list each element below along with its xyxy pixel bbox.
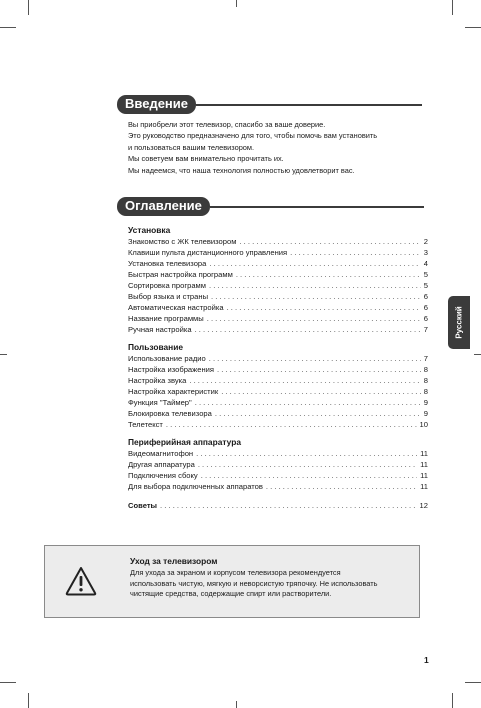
toc-entry-label: Видеомагнитофон (128, 449, 194, 458)
intro-text (128, 119, 428, 176)
toc-leader (160, 500, 417, 511)
toc-entry[interactable] (128, 375, 428, 386)
toc-entry-page: 4 (423, 259, 428, 268)
crop-mark (236, 0, 237, 7)
toc-entry-label: Выбор языка и страны (128, 292, 209, 301)
toc-section-title: Периферийная аппаратура (128, 437, 241, 447)
toc-entry-page: 8 (423, 376, 428, 385)
care-notice-box (44, 545, 420, 618)
toc-entry[interactable] (128, 302, 428, 313)
toc-leader (209, 353, 421, 364)
toc-leader (227, 302, 421, 313)
toc-entry-label: Клавиши пульта дистанционного управления (128, 248, 288, 257)
toc-entry-page: 9 (423, 398, 428, 407)
toc-entry-label: Знакомство с ЖК телевизором (128, 237, 237, 246)
crop-mark (28, 0, 29, 15)
intro-line: Мы надеемся, что наша технология полностью удовлетворит вас. (128, 165, 355, 175)
toc-leader (290, 247, 421, 258)
toc-entry-label: Телетекст (128, 420, 163, 429)
toc-entry-page: 12 (419, 501, 428, 510)
toc-entry[interactable] (128, 448, 428, 459)
toc-leader (196, 448, 417, 459)
toc-entry-label: Подключения сбоку (128, 471, 198, 480)
toc-entry-label: Ручная настройка (128, 325, 192, 334)
toc-entry[interactable] (128, 236, 428, 247)
toc-entry[interactable] (128, 324, 428, 335)
toc-entry-page: 11 (420, 471, 428, 480)
toc-heading-label: Оглавление (117, 197, 210, 216)
heading-rule (196, 104, 422, 106)
toc-entry[interactable] (128, 247, 428, 258)
toc-entry-label: Для выбора подключенных аппаратов (128, 482, 263, 491)
crop-mark (465, 682, 481, 683)
toc-leader (215, 408, 421, 419)
toc-entry-page: 6 (423, 314, 428, 323)
toc-section-title: Установка (128, 225, 171, 235)
toc-entry-page: 8 (423, 365, 428, 374)
care-line: чистящие средства, содержащие спирт или растворители. (130, 589, 332, 598)
toc-leader (166, 419, 417, 430)
intro-line: и пользоваться вашим телевизором. (128, 142, 255, 152)
toc-entry-label: Название программы (128, 314, 204, 323)
toc-entry-page: 3 (423, 248, 428, 257)
toc-leader (198, 459, 417, 470)
toc-entry-label: Настройка звука (128, 376, 187, 385)
toc-entry-label: Советы (128, 501, 158, 510)
toc-entry-label: Автоматическая настройка (128, 303, 224, 312)
toc-entry-label: Функция "Таймер" (128, 398, 192, 407)
page-number: 1 (424, 655, 429, 665)
toc-entry[interactable] (128, 280, 428, 291)
toc-leader (195, 324, 421, 335)
toc-entry-page: 9 (423, 409, 428, 418)
intro-line: Вы приобрели этот телевизор, спасибо за ваше доверие. (128, 120, 326, 129)
crop-mark (28, 693, 29, 708)
intro-heading (117, 95, 422, 114)
intro-line: Это руководство предназначено для того, чтобы помочь вам установить (128, 131, 378, 141)
toc-entry[interactable] (128, 481, 428, 492)
toc-section-peripherals (128, 437, 428, 492)
toc-entry[interactable] (128, 258, 428, 269)
toc-entry-page: 11 (420, 482, 428, 491)
toc-entry[interactable] (128, 419, 428, 430)
toc-leader (236, 269, 421, 280)
toc-entry-page: 11 (420, 449, 428, 458)
language-tab-label: Русский (454, 306, 464, 339)
toc-leader (211, 291, 421, 302)
toc-leader (195, 397, 421, 408)
toc-entry-page: 7 (423, 325, 428, 334)
toc-entry[interactable] (128, 353, 428, 364)
toc-entry[interactable] (128, 408, 428, 419)
toc-entry-label: Установка телевизора (128, 259, 207, 268)
toc-entry[interactable] (128, 364, 428, 375)
toc-entry-label: Использование радио (128, 354, 206, 363)
crop-mark (465, 27, 481, 28)
toc-entry-label: Настройка изображения (128, 365, 215, 374)
warning-triangle-icon (65, 566, 97, 596)
toc-section-usage (128, 342, 428, 430)
toc-leader (266, 481, 417, 492)
toc-entry-page: 2 (423, 237, 428, 246)
toc-leader (239, 236, 420, 247)
toc-tips (128, 500, 428, 511)
toc-entry[interactable] (128, 269, 428, 280)
toc-entry[interactable] (128, 291, 428, 302)
toc-section-setup (128, 225, 428, 335)
toc-entry-page: 11 (420, 460, 428, 469)
care-text (130, 568, 415, 600)
toc-leader (209, 280, 421, 291)
toc-entry[interactable] (128, 397, 428, 408)
intro-line: Мы советуем вам внимательно прочитать их. (128, 154, 284, 164)
toc-entry-page: 6 (423, 303, 428, 312)
crop-mark (0, 27, 16, 28)
toc-section-title: Пользование (128, 342, 184, 352)
toc-leader (217, 364, 421, 375)
crop-mark (0, 682, 16, 683)
toc-entry-page: 7 (423, 354, 428, 363)
toc-leader (209, 258, 420, 269)
toc-entry-page: 10 (419, 420, 428, 429)
toc-leader (221, 386, 421, 397)
toc-entry-tips[interactable] (128, 500, 428, 511)
toc-entry-label: Настройка характеристик (128, 387, 219, 396)
heading-rule (210, 206, 424, 208)
toc-heading (117, 197, 424, 216)
toc-entry[interactable] (128, 459, 428, 470)
crop-mark (236, 701, 237, 708)
toc-entry-page: 6 (423, 292, 428, 301)
toc-entry[interactable] (128, 470, 428, 481)
toc-entry-label: Блокировка телевизора (128, 409, 212, 418)
language-tab (448, 296, 470, 349)
care-line: Для ухода за экраном и корпусом телевизора рекомендуется (130, 568, 341, 577)
intro-heading-label: Введение (117, 95, 196, 114)
crop-mark (452, 0, 453, 15)
toc-entry-label: Быстрая настройка программ (128, 270, 233, 279)
crop-mark (452, 693, 453, 708)
toc-entry-label: Другая аппаратура (128, 460, 195, 469)
toc-leader (207, 313, 421, 324)
toc-leader (189, 375, 420, 386)
crop-mark (0, 354, 7, 355)
toc-entry[interactable] (128, 386, 428, 397)
toc-entry-page: 5 (423, 270, 428, 279)
toc-entry-page: 8 (423, 387, 428, 396)
crop-mark (474, 354, 481, 355)
care-title: Уход за телевизором (130, 556, 218, 566)
toc-entry-label: Сортировка программ (128, 281, 207, 290)
toc-entry[interactable] (128, 313, 428, 324)
toc-entry-page: 5 (423, 281, 428, 290)
toc-leader (201, 470, 417, 481)
care-line: использовать чистую, мягкую и неворсистую тряпочку. Не использовать (130, 578, 378, 588)
